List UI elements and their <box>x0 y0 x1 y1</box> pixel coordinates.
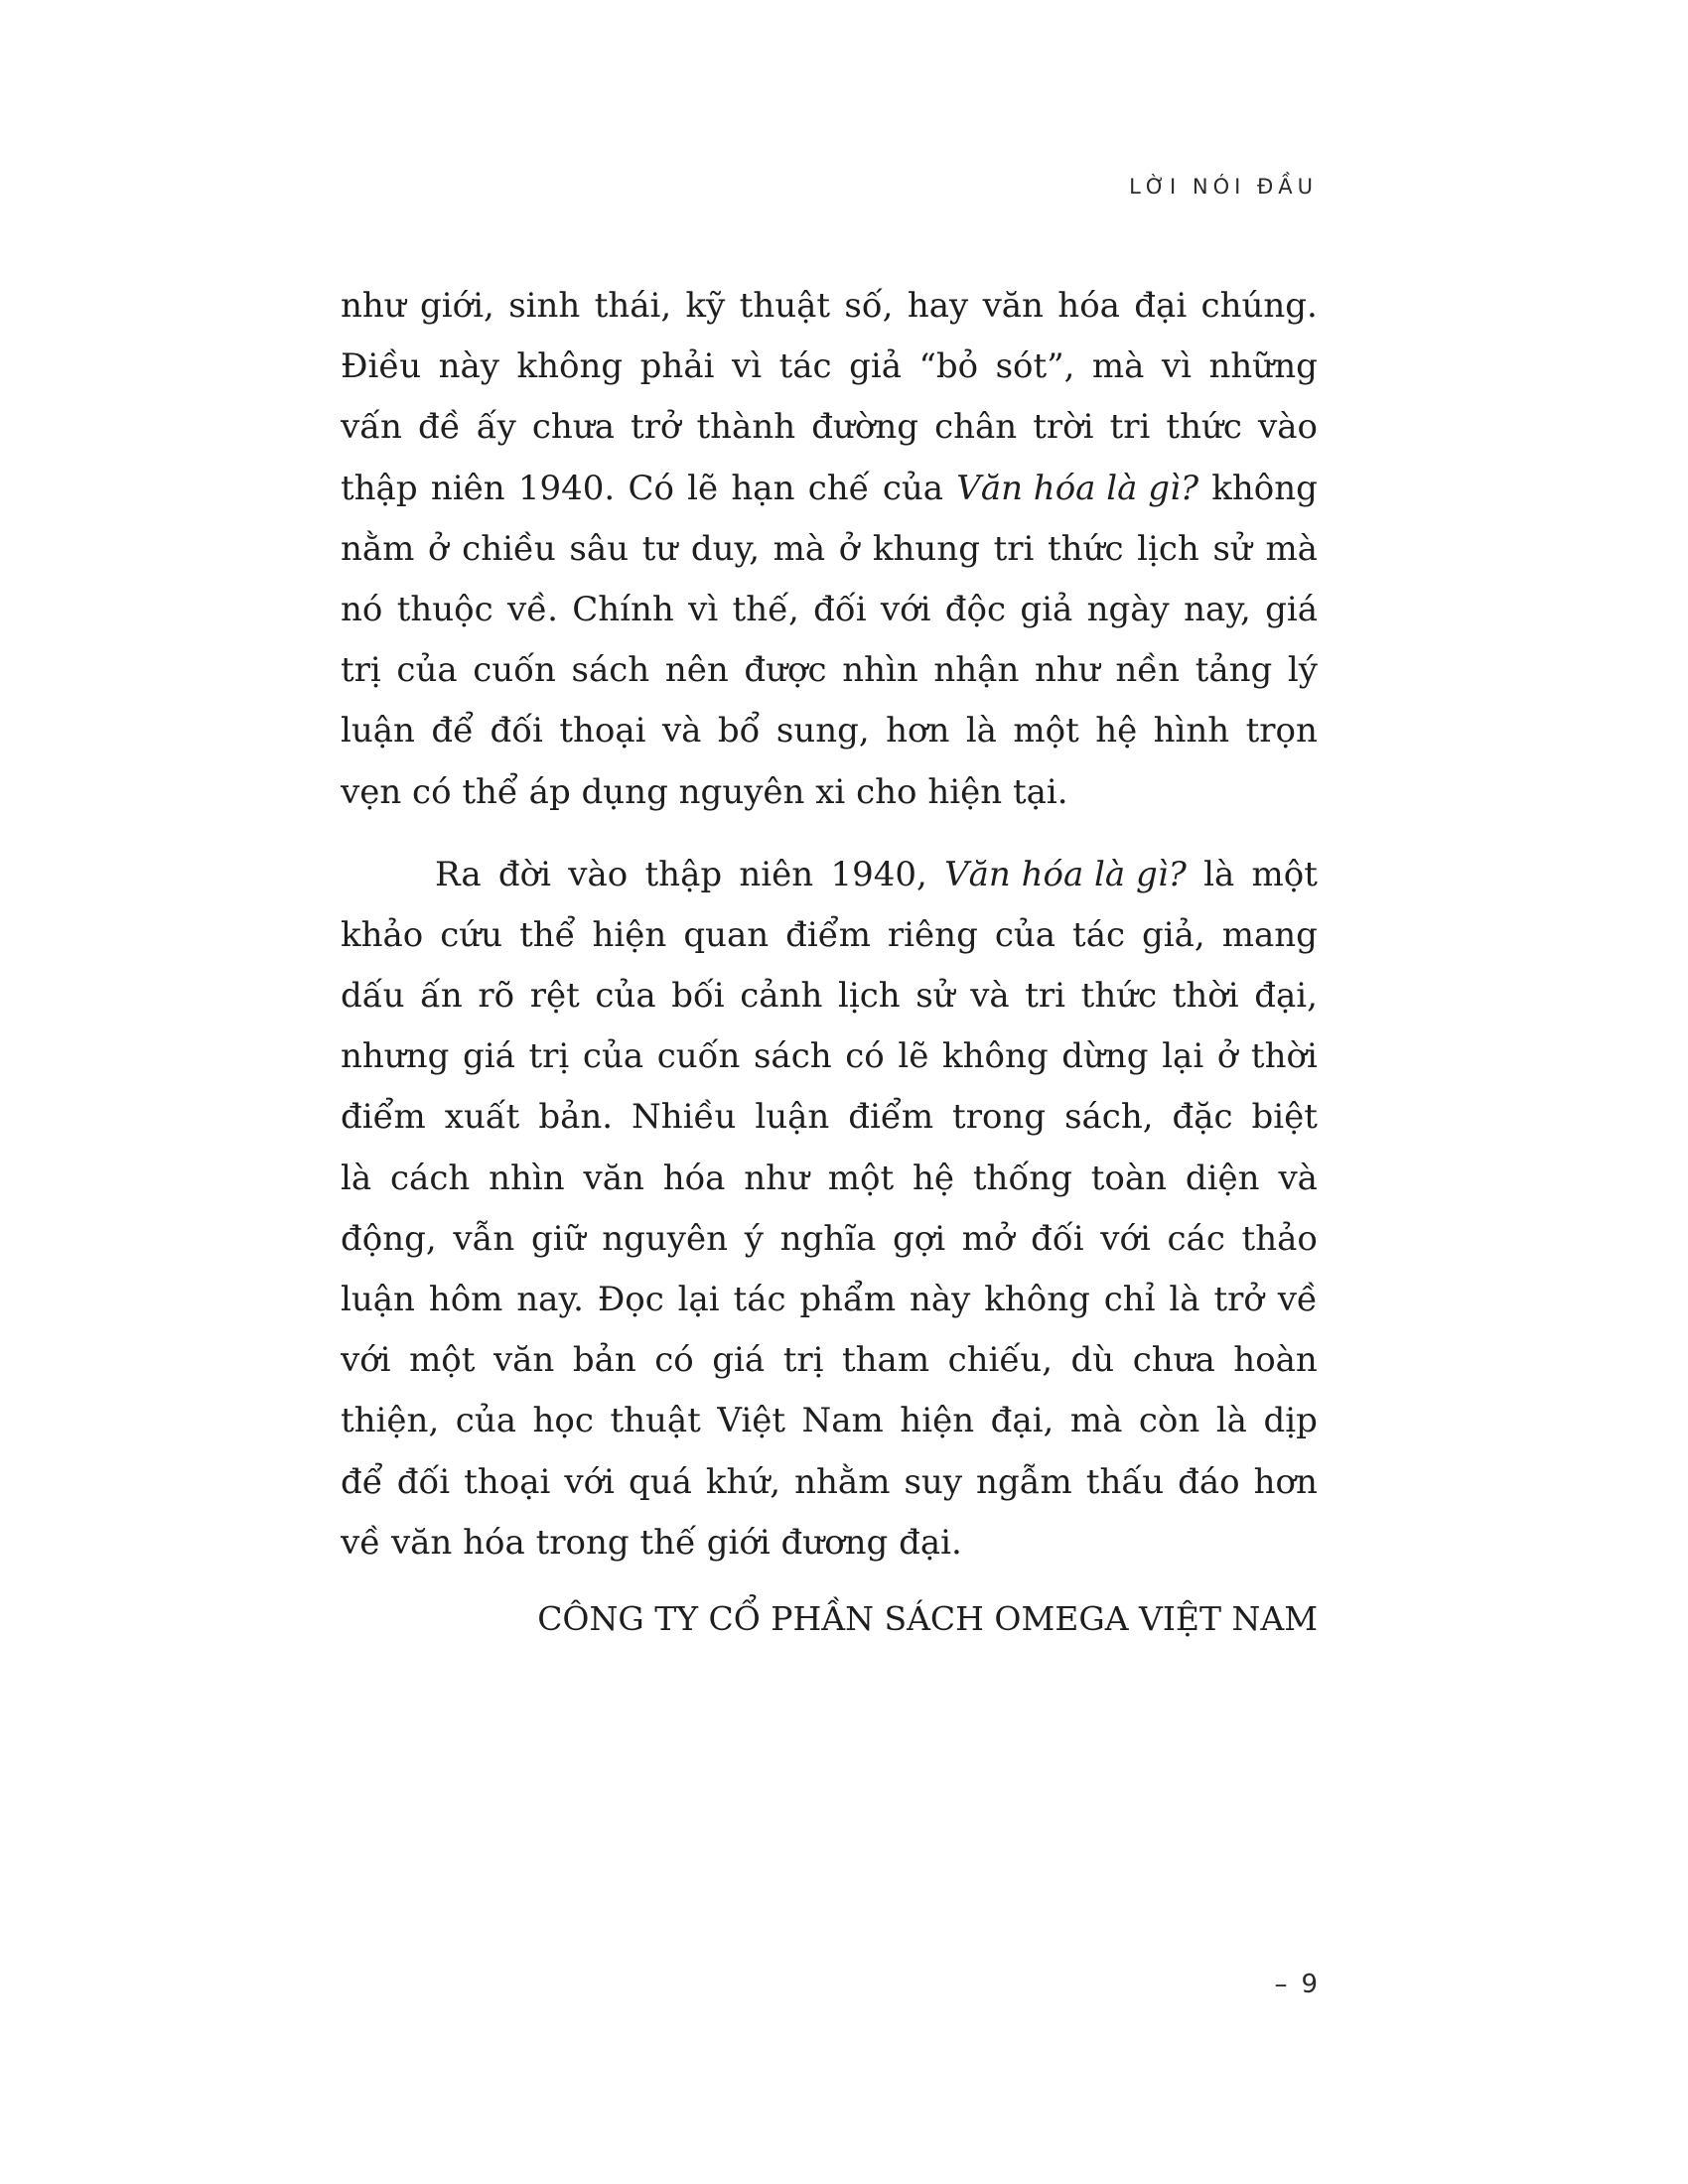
word: lại <box>1162 1036 1204 1077</box>
word: sách <box>753 1036 832 1077</box>
word: dù <box>1070 1340 1115 1381</box>
word: nên <box>664 650 729 691</box>
word: và <box>1278 1158 1318 1198</box>
word: chưa <box>1132 1340 1215 1381</box>
word: khứ, <box>705 1461 781 1502</box>
word: nhìn <box>842 650 918 691</box>
word: của <box>595 976 656 1017</box>
word: bổ <box>717 711 761 751</box>
word: vì <box>731 346 763 387</box>
word: một <box>1013 711 1079 751</box>
word: kỹ <box>685 286 726 326</box>
word: đặc <box>1172 1097 1233 1138</box>
word: trọn <box>1245 711 1318 751</box>
word: chế <box>807 468 870 508</box>
word: là <box>341 1158 372 1198</box>
text-line <box>341 640 1318 701</box>
word: giới <box>706 1522 781 1563</box>
word: giả <box>849 346 902 387</box>
word: sách, <box>1064 1097 1154 1138</box>
word: đáo <box>1178 1461 1240 1502</box>
word: là <box>1169 1280 1200 1319</box>
word: trị <box>341 650 381 691</box>
word: đường <box>811 407 918 448</box>
word: hóa <box>1057 286 1120 326</box>
word: hệ <box>1095 711 1138 751</box>
word: Việt <box>717 1401 785 1441</box>
word: với <box>880 589 931 629</box>
word: có <box>845 1036 885 1077</box>
word: đối <box>1031 1218 1084 1259</box>
word: còn <box>1138 1401 1200 1441</box>
word: giả <box>1020 589 1073 629</box>
word: như <box>341 286 406 326</box>
word: thái, <box>594 286 672 326</box>
word: xi <box>815 771 857 812</box>
word: tri <box>1025 976 1066 1017</box>
word: Chính <box>572 589 674 629</box>
word: Đọc <box>597 1280 664 1319</box>
text-line <box>341 1452 1318 1513</box>
text-line <box>341 397 1318 458</box>
word: nền <box>1115 650 1181 691</box>
word: không <box>1211 468 1318 508</box>
word: thập <box>341 468 418 508</box>
word: khảo <box>341 914 424 955</box>
word: chân <box>934 407 1018 448</box>
word: hạn <box>731 468 795 508</box>
word: biệt <box>1251 1097 1318 1138</box>
word: thuật <box>610 1401 701 1441</box>
word: giữ <box>531 1218 586 1259</box>
word: luận <box>341 711 415 751</box>
paragraph <box>341 276 1318 823</box>
word: hơn <box>886 711 950 751</box>
word: trong <box>952 1097 1047 1138</box>
word: một <box>1251 854 1318 894</box>
word: Điều <box>341 346 422 387</box>
word: ấy <box>476 407 516 448</box>
word: quá <box>628 1461 692 1502</box>
word: rệt <box>529 976 580 1017</box>
word: này <box>909 1280 971 1319</box>
word: ấn <box>420 976 463 1017</box>
word: Nam <box>801 1401 884 1441</box>
word: ngẫm <box>976 1461 1072 1502</box>
word: Có <box>628 468 674 508</box>
word: vào <box>568 854 629 894</box>
text-line <box>341 1330 1318 1391</box>
word: đối <box>396 1461 451 1502</box>
word: không <box>516 346 624 387</box>
word: bản <box>572 1340 636 1381</box>
word: chúng. <box>1200 286 1318 326</box>
book-title: Văn hóa là gì? <box>956 468 1199 508</box>
word: văn <box>390 1522 464 1563</box>
word: dừng <box>1061 1036 1149 1077</box>
word: thuộc <box>396 589 493 629</box>
word: vẫn <box>453 1218 515 1259</box>
word: ngày <box>1086 589 1170 629</box>
word: như <box>1034 650 1100 691</box>
word: đề <box>418 407 461 448</box>
word: thức <box>1080 976 1158 1017</box>
word: thể <box>462 771 529 812</box>
word: chiều <box>462 528 556 569</box>
word: của <box>396 650 458 691</box>
word: đối <box>813 589 867 629</box>
word: diện <box>1185 1158 1260 1198</box>
word: đối <box>490 711 543 751</box>
word: đương <box>780 1522 900 1563</box>
word: là <box>1215 1401 1247 1441</box>
word: về. <box>506 589 558 629</box>
word: giả, <box>1142 914 1205 955</box>
word: của <box>455 1401 516 1441</box>
word: hoàn <box>1233 1340 1318 1381</box>
word: tác <box>733 1280 786 1319</box>
word: một <box>409 1340 476 1381</box>
word: trở <box>1213 1280 1264 1319</box>
word: tại. <box>1012 771 1068 812</box>
word: giới, <box>420 286 494 326</box>
word: nó <box>341 589 383 629</box>
word: sinh <box>508 286 581 326</box>
text-line <box>341 276 1318 337</box>
word: nhận <box>933 650 1020 691</box>
word: niên <box>430 468 505 508</box>
word: vì <box>688 589 719 629</box>
word: điểm <box>341 1097 426 1138</box>
word: duy, <box>690 528 761 569</box>
word: trời <box>1033 407 1094 448</box>
word: sử <box>915 976 955 1017</box>
word: xuất <box>444 1097 520 1138</box>
page-number <box>1274 1970 1318 1999</box>
word: được <box>744 650 827 691</box>
word: của <box>882 468 944 508</box>
word: nay, <box>1184 589 1251 629</box>
word: tri <box>1109 407 1151 448</box>
word: tác <box>1072 914 1126 955</box>
text-line <box>341 845 1318 905</box>
word: mang <box>1221 914 1318 955</box>
word: hệ <box>913 1158 955 1198</box>
word: độc <box>944 589 1007 629</box>
word: vẹn <box>341 771 413 812</box>
word: ý <box>744 1218 764 1259</box>
text-line <box>341 459 1318 519</box>
word: điểm <box>785 914 871 955</box>
word: giá <box>712 1340 766 1381</box>
word: thoại <box>464 1461 551 1502</box>
word: nay. <box>516 1280 584 1319</box>
word: của <box>582 1036 644 1077</box>
word: lịch <box>837 976 901 1017</box>
word: văn <box>583 1158 644 1198</box>
word: tri <box>993 528 1035 569</box>
word: luận <box>341 1280 415 1319</box>
word: thiện, <box>341 1401 440 1441</box>
word: chỉ <box>1103 1280 1156 1319</box>
word: chưa <box>531 407 615 448</box>
word: thuật <box>739 286 831 326</box>
body-text <box>341 276 1318 1573</box>
word: gợi <box>892 1218 946 1259</box>
word: dịp <box>1263 1401 1318 1441</box>
word: về <box>341 1522 391 1563</box>
word: thấu <box>1085 1461 1165 1502</box>
word: áp <box>528 771 582 812</box>
word: vì <box>1161 346 1192 387</box>
word: niên <box>739 854 814 894</box>
word: ở <box>1216 1036 1238 1077</box>
word: suy <box>904 1461 963 1502</box>
word: quan <box>683 914 770 955</box>
word: trị <box>528 1036 570 1077</box>
text-line <box>341 1513 1318 1573</box>
word: mà <box>1265 528 1318 569</box>
word: tham <box>842 1340 930 1381</box>
word: mở <box>961 1218 1015 1259</box>
word: đại. <box>899 1522 962 1563</box>
word: điểm <box>848 1097 934 1138</box>
text-line <box>341 701 1318 761</box>
book-title: Văn hóa là gì? <box>944 854 1187 894</box>
word: hiện <box>900 1401 975 1441</box>
word: dấu <box>341 976 405 1017</box>
word: một <box>827 1158 895 1198</box>
word: là <box>965 711 997 751</box>
word: dụng <box>581 771 679 812</box>
word: số, <box>844 286 894 326</box>
word: sung, <box>775 711 870 751</box>
word: khung <box>872 528 980 569</box>
word: cảnh <box>740 976 823 1017</box>
word: với <box>1100 1218 1151 1259</box>
word: thế, <box>732 589 799 629</box>
word: hóa <box>463 1522 536 1563</box>
text-line <box>341 905 1318 966</box>
word: lại <box>677 1280 720 1319</box>
text-line <box>341 762 1318 823</box>
word: Ra <box>435 854 482 894</box>
text-line <box>341 1149 1318 1209</box>
word: hình <box>1153 711 1230 751</box>
word: thống <box>972 1158 1072 1198</box>
word: hiện <box>592 914 667 955</box>
text-line <box>341 1270 1318 1330</box>
word: nhìn <box>489 1158 565 1198</box>
word: tư <box>641 528 678 569</box>
text-line <box>341 1026 1318 1087</box>
word: luận <box>755 1097 830 1138</box>
word: giá <box>462 1036 515 1077</box>
word: lý <box>1287 650 1318 691</box>
word: thức <box>1166 407 1242 448</box>
text-line <box>341 580 1318 640</box>
word: đại <box>1134 286 1188 326</box>
word: chiếu, <box>947 1340 1054 1381</box>
word: đời <box>497 854 552 894</box>
text-line <box>341 1391 1318 1451</box>
word: mà <box>773 528 826 569</box>
word: hơn <box>1253 1461 1318 1502</box>
word: toàn <box>1090 1158 1168 1198</box>
word: thành <box>696 407 796 448</box>
word: văn <box>982 286 1044 326</box>
word: ở <box>838 528 860 569</box>
word: nguyên <box>678 771 816 812</box>
word: và <box>661 711 702 751</box>
word: học <box>532 1401 594 1441</box>
word: nằm <box>341 528 415 569</box>
word: riêng <box>887 914 978 955</box>
word: giá <box>1265 589 1318 629</box>
word: thời <box>1172 976 1239 1017</box>
word: có <box>654 1340 694 1381</box>
word: vào <box>1257 407 1318 448</box>
word: những <box>1208 346 1318 387</box>
word: hôm <box>428 1280 503 1319</box>
word: văn <box>492 1340 555 1381</box>
word: hóa <box>662 1158 726 1198</box>
word: mà <box>1069 1401 1123 1441</box>
word: sách <box>571 650 650 691</box>
word: về <box>1277 1280 1318 1319</box>
word: tác <box>778 346 832 387</box>
word: nhưng <box>341 1036 450 1077</box>
publisher-signature: CÔNG TY CỔ PHẦN SÁCH OMEGA VIỆT NAM <box>537 1599 1318 1638</box>
word: nguyên <box>602 1218 729 1259</box>
text-line <box>341 337 1318 397</box>
word: thoại <box>559 711 646 751</box>
word: cách <box>390 1158 471 1198</box>
text-line <box>341 1087 1318 1148</box>
word: không <box>942 1036 1049 1077</box>
word: là <box>1203 854 1235 894</box>
word: Nhiều <box>632 1097 737 1138</box>
page-number-dash: – <box>1274 1970 1288 1999</box>
word: vấn <box>341 407 402 448</box>
word: sâu <box>569 528 630 569</box>
word: các <box>1167 1218 1225 1259</box>
word: đại, <box>990 1401 1055 1441</box>
word: rõ <box>478 976 515 1017</box>
word: trị <box>782 1340 824 1381</box>
word: 1940. <box>517 468 616 508</box>
word: với <box>341 1340 391 1381</box>
word: thể <box>519 914 576 955</box>
word: bản. <box>538 1097 614 1138</box>
word: lịch <box>1137 528 1199 569</box>
word: nhằm <box>794 1461 891 1502</box>
word: thời <box>1250 1036 1318 1077</box>
word: đại, <box>1254 976 1318 1017</box>
word: bối <box>671 976 725 1017</box>
word: thập <box>644 854 723 894</box>
text-line <box>341 1209 1318 1270</box>
word: sót”, <box>995 346 1075 387</box>
paragraph <box>341 845 1318 1573</box>
word: mà <box>1091 346 1145 387</box>
page-number-value: 9 <box>1301 1970 1318 1999</box>
word: phải <box>639 346 715 387</box>
word: ở <box>428 528 449 569</box>
text-line <box>341 519 1318 580</box>
word: nghĩa <box>779 1218 877 1259</box>
word: với <box>564 1461 615 1502</box>
word: như <box>744 1158 809 1198</box>
word: sử <box>1212 528 1252 569</box>
word: thức <box>1048 528 1124 569</box>
word: phẩm <box>799 1280 897 1319</box>
word: trong <box>535 1522 640 1563</box>
word: động, <box>341 1218 437 1259</box>
word: cuốn <box>656 1036 741 1077</box>
word: lẽ <box>687 468 719 508</box>
running-header: LỜI NÓI ĐẦU <box>1129 175 1318 199</box>
word: lẽ <box>898 1036 929 1077</box>
word: tảng <box>1195 650 1273 691</box>
word: để <box>341 1461 383 1502</box>
word: cứu <box>440 914 503 955</box>
word: cuốn <box>473 650 556 691</box>
text-line <box>341 966 1318 1026</box>
word: để <box>431 711 475 751</box>
word: cho <box>856 771 928 812</box>
word: thảo <box>1241 1218 1318 1259</box>
paragraph-gap <box>341 823 1318 845</box>
word: trở <box>631 407 681 448</box>
word: “bỏ <box>918 346 979 387</box>
word: không <box>984 1280 1090 1319</box>
word: hiện <box>927 771 1013 812</box>
word: hay <box>907 286 969 326</box>
word: này <box>438 346 500 387</box>
word: của <box>994 914 1056 955</box>
word: 1940, <box>830 854 927 894</box>
word: và <box>970 976 1010 1017</box>
word: thế <box>639 1522 707 1563</box>
word: có <box>412 771 463 812</box>
